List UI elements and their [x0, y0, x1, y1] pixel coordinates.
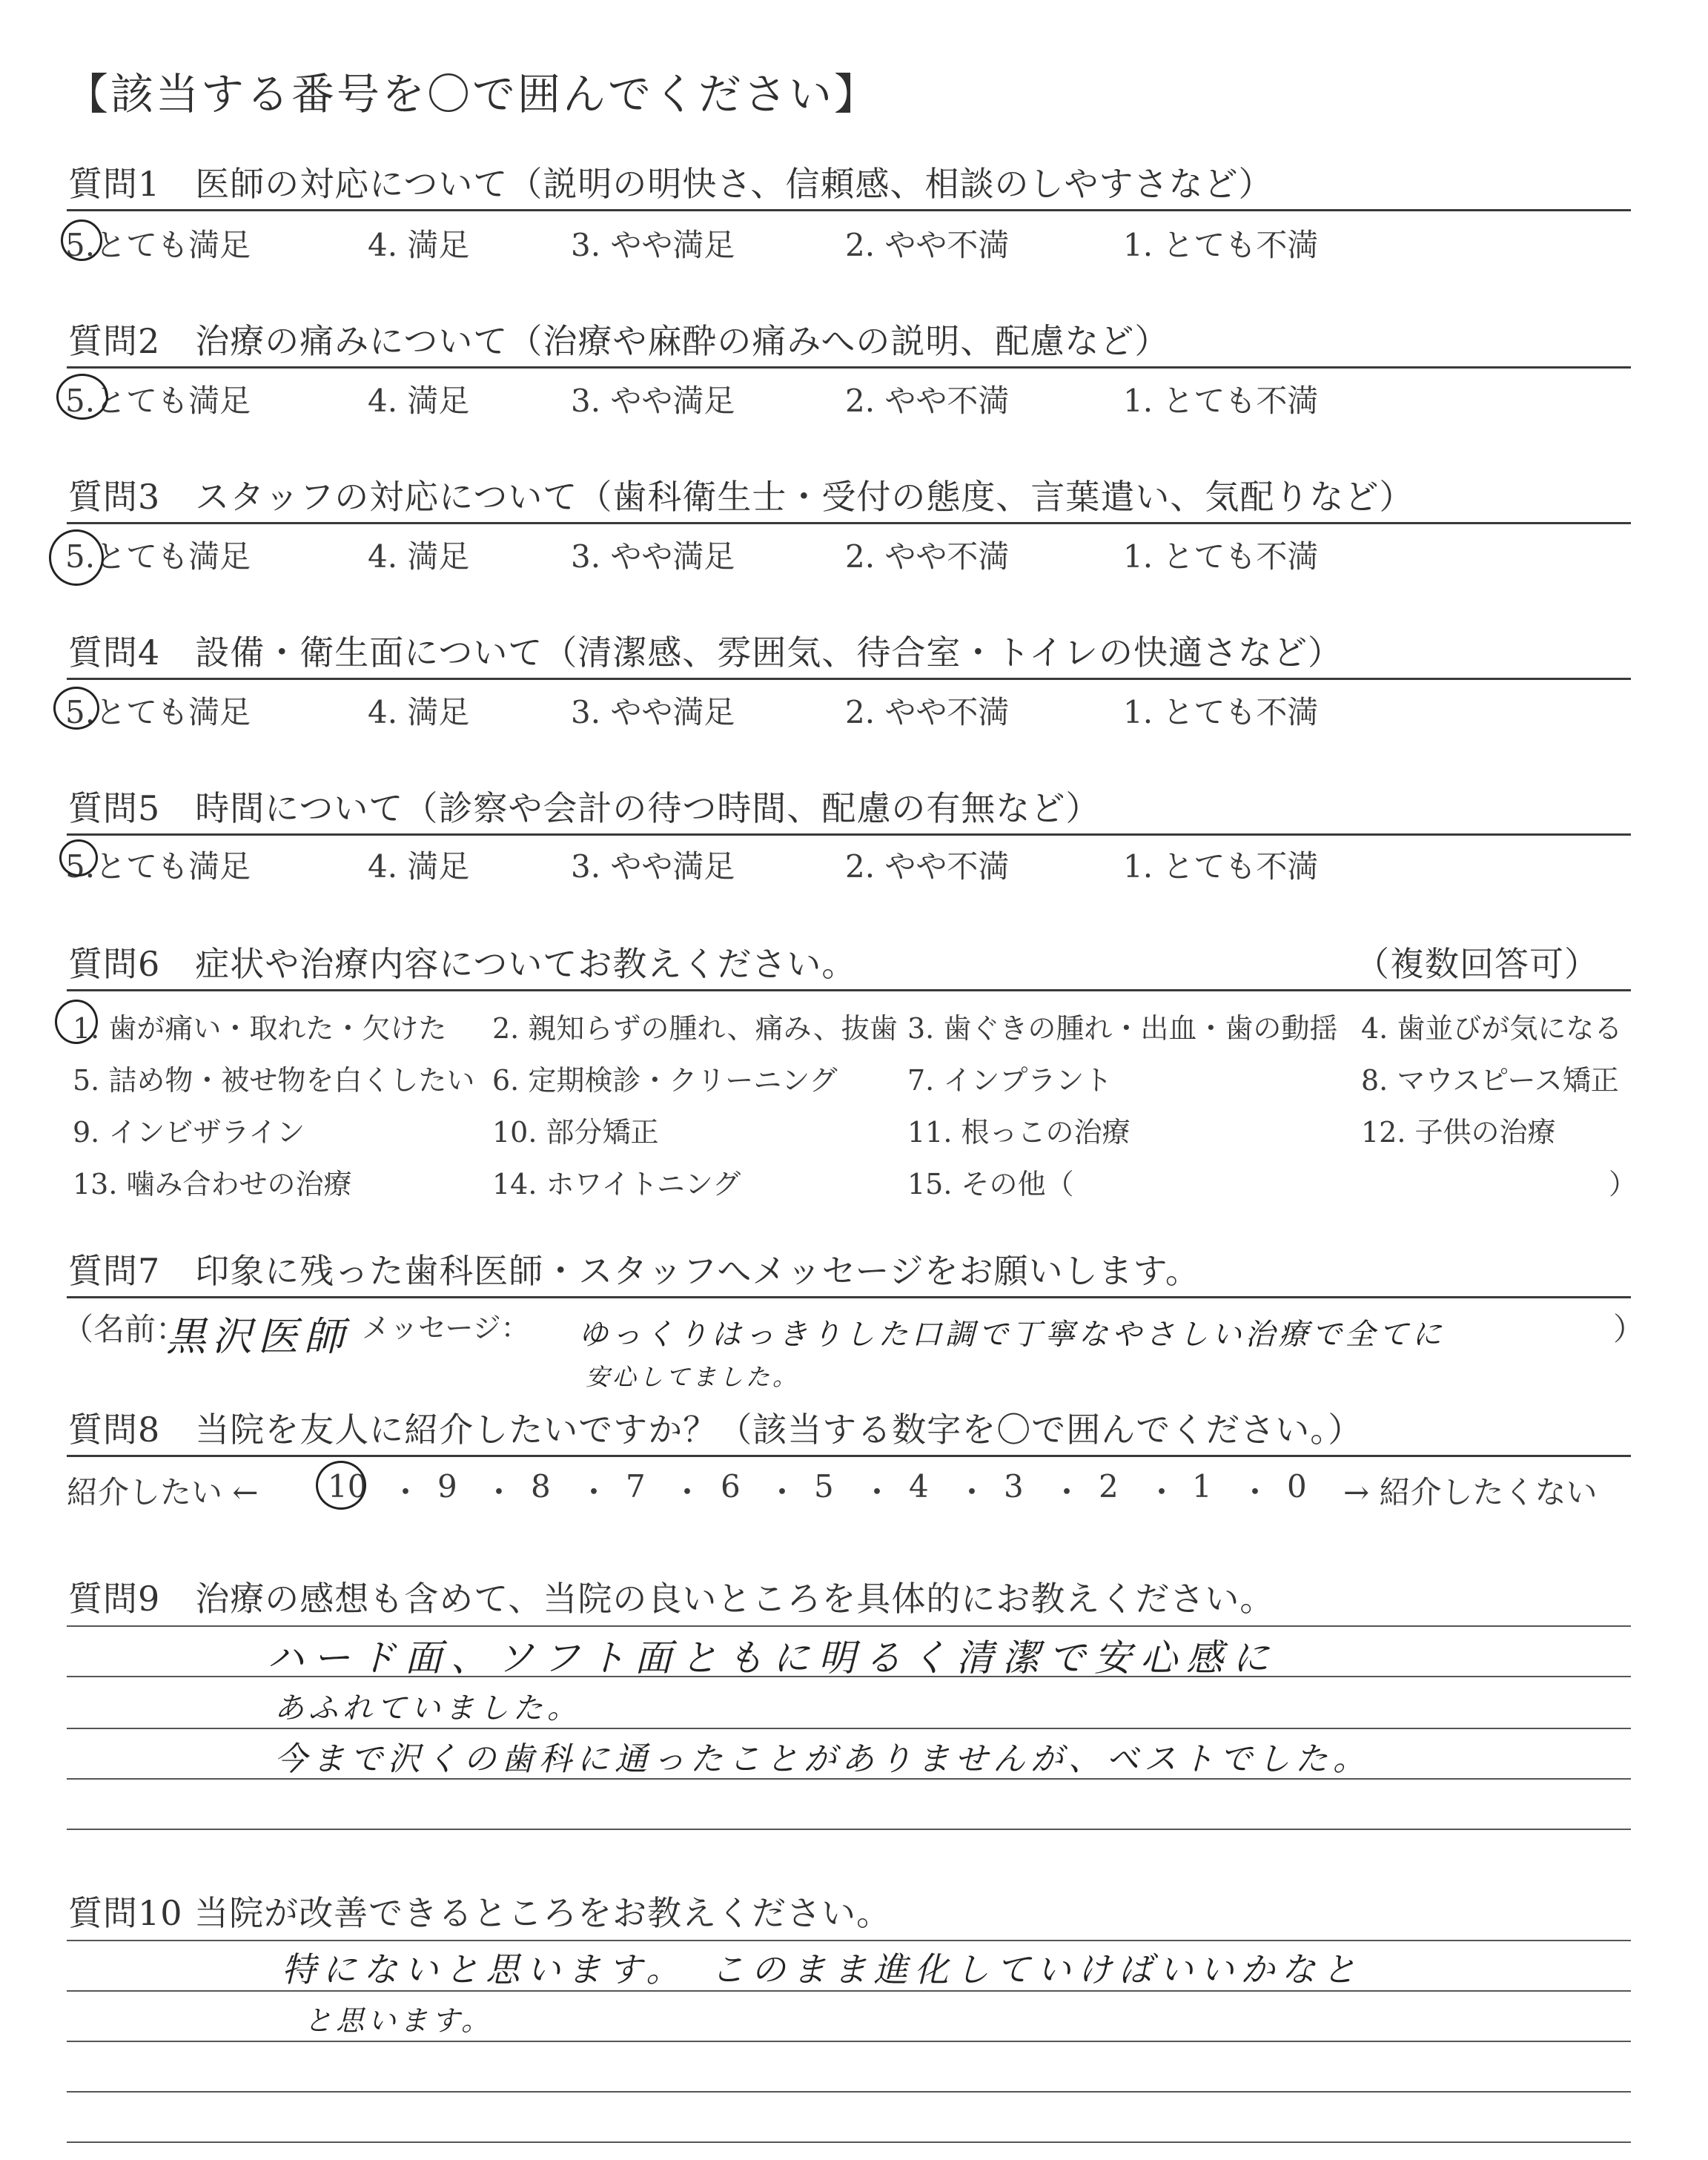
question-1-rule [67, 209, 1631, 211]
q2-option-4[interactable]: 4. 満足 [368, 383, 470, 419]
q9-answer-line [67, 1625, 1631, 1627]
q9-answer-line3[interactable]: 今まで沢くの歯科に通ったことがありませんが、ベストでした。 [274, 1740, 1371, 1778]
question-4-title: 質問4 設備・衛生面について（清潔感、雰囲気、待合室・トイレの快適さなど） [68, 633, 1343, 673]
q6-option-13[interactable]: 13. 噛み合わせの治療 [73, 1168, 352, 1200]
q5-answer-circle [59, 839, 98, 876]
q7-message-line1[interactable]: ゆっくりはっきりした口調で丁寧なやさしい治療で全てに [578, 1318, 1446, 1352]
question-9-title: 質問9 治療の感想も含めて、当院の良いところを具体的にお教えください。 [68, 1579, 1275, 1619]
q6-option-1[interactable]: 1. 歯が痛い・取れた・欠けた [73, 1012, 447, 1045]
q9-answer-line2[interactable]: あふれていました。 [274, 1691, 581, 1725]
q6-answer-circle [55, 1000, 98, 1044]
q8-score-9[interactable]: 9 [437, 1468, 457, 1505]
q10-answer-line2[interactable]: と思います。 [304, 2004, 493, 2037]
q8-dot: ・ [956, 1474, 988, 1510]
q8-dot: ・ [767, 1474, 798, 1510]
q6-option-11[interactable]: 11. 根っこの治療 [907, 1116, 1131, 1149]
q8-answer-circle [316, 1461, 366, 1510]
q8-dot: ・ [861, 1474, 893, 1510]
q6-option-8[interactable]: 8. マウスピース矯正 [1361, 1064, 1619, 1097]
q7-close-paren: ） [1613, 1311, 1645, 1347]
q7-message-line2[interactable]: 安心してました。 [586, 1363, 800, 1391]
q3-option-5[interactable]: 5.とても満足 [65, 538, 251, 575]
q5-option-1[interactable]: 1. とても不満 [1123, 848, 1319, 885]
q8-dot: ・ [578, 1474, 610, 1510]
q8-score-3[interactable]: 3 [1004, 1468, 1024, 1505]
q6-option-9[interactable]: 9. インビザライン [73, 1116, 305, 1149]
question-6-rule [67, 989, 1631, 991]
q1-option-1[interactable]: 1. とても不満 [1123, 227, 1319, 263]
q8-score-8[interactable]: 8 [531, 1468, 551, 1505]
question-5-title: 質問5 時間について（診察や会計の待つ時間、配慮の有無など） [68, 788, 1101, 828]
q5-option-4[interactable]: 4. 満足 [368, 848, 470, 885]
q8-score-5[interactable]: 5 [814, 1468, 834, 1505]
q9-answer-line [67, 1728, 1631, 1729]
question-10-title: 質問10 当院が改善できるところをお教えください。 [68, 1893, 892, 1933]
q2-option-2[interactable]: 2. やや不満 [845, 383, 1010, 419]
q6-option-15[interactable]: 15. その他（ [907, 1168, 1074, 1200]
q6-option-10[interactable]: 10. 部分矯正 [492, 1116, 659, 1149]
question-4-rule [67, 678, 1631, 680]
q5-option-3[interactable]: 3. やや満足 [571, 848, 735, 885]
q7-message-label: メッセージ： [362, 1312, 529, 1344]
question-7-title: 質問7 印象に残った歯科医師・スタッフへメッセージをお願いします。 [68, 1251, 1200, 1291]
q3-option-3[interactable]: 3. やや満足 [571, 538, 735, 575]
q8-right-label: → 紹介したくない [1343, 1474, 1598, 1510]
q10-answer-line1[interactable]: 特にないと思います。 このまま進化していけばいいかなと [282, 1949, 1363, 1989]
q8-score-1[interactable]: 1 [1192, 1468, 1212, 1505]
q4-answer-circle [53, 687, 99, 730]
q8-score-10[interactable]: 10 [328, 1468, 368, 1505]
q9-answer-line1[interactable]: ハード面、ソフト面ともに明るく清潔で安心感に [267, 1636, 1278, 1680]
page-heading: 【該当する番号を〇で囲んでください】 [65, 69, 880, 119]
q2-option-3[interactable]: 3. やや満足 [571, 383, 735, 419]
q10-answer-line [67, 1940, 1631, 1941]
question-6-title: 質問6 症状や治療内容についてお教えください。 [68, 944, 857, 984]
q6-option-15-close: ） [1609, 1168, 1638, 1200]
q6-option-5[interactable]: 5. 詰め物・被せ物を白くしたい [73, 1064, 475, 1097]
question-3-rule [67, 522, 1631, 524]
q8-dot: ・ [1239, 1474, 1271, 1510]
q3-answer-circle [49, 529, 104, 586]
q8-dot: ・ [672, 1474, 704, 1510]
q4-option-4[interactable]: 4. 満足 [368, 694, 470, 730]
q4-option-2[interactable]: 2. やや不満 [845, 694, 1010, 730]
question-2-title: 質問2 治療の痛みについて（治療や麻酔の痛みへの説明、配慮など） [68, 321, 1170, 361]
q8-score-0[interactable]: 0 [1287, 1468, 1307, 1505]
q1-option-2[interactable]: 2. やや不満 [845, 227, 1010, 263]
q1-option-5[interactable]: 5.とても満足 [65, 227, 251, 263]
question-8-title: 質問8 当院を友人に紹介したいですか？（該当する数字を〇で囲んでください。） [68, 1410, 1363, 1450]
q5-option-2[interactable]: 2. やや不満 [845, 848, 1010, 885]
q6-option-6[interactable]: 6. 定期検診・クリーニング [492, 1064, 838, 1097]
q7-name-label: （名前： [62, 1311, 188, 1347]
q10-answer-line [67, 2091, 1631, 2093]
q3-option-2[interactable]: 2. やや不満 [845, 538, 1010, 575]
q2-answer-circle [56, 374, 108, 420]
q4-option-3[interactable]: 3. やや満足 [571, 694, 735, 730]
q2-option-1[interactable]: 1. とても不満 [1123, 383, 1319, 419]
q8-dot: ・ [1146, 1474, 1178, 1510]
q1-option-3[interactable]: 3. やや満足 [571, 227, 735, 263]
q3-option-4[interactable]: 4. 満足 [368, 538, 470, 575]
q10-answer-line [67, 2041, 1631, 2042]
question-3-title: 質問3 スタッフの対応について（歯科衛生士・受付の態度、言葉遣い、気配りなど） [68, 477, 1414, 517]
question-7-rule [67, 1296, 1631, 1298]
q8-score-4[interactable]: 4 [909, 1468, 929, 1505]
q6-option-14[interactable]: 14. ホワイトニング [492, 1168, 741, 1200]
q7-name-handwritten[interactable]: 黒沢医師 [166, 1313, 350, 1360]
q8-score-7[interactable]: 7 [626, 1468, 646, 1505]
q9-answer-line [67, 1829, 1631, 1830]
q6-option-4[interactable]: 4. 歯並びが気になる [1361, 1012, 1623, 1045]
q8-left-label: 紹介したい ← [67, 1474, 259, 1510]
q8-dot: ・ [483, 1474, 515, 1510]
q8-score-2[interactable]: 2 [1099, 1468, 1119, 1505]
question-2-rule [67, 366, 1631, 369]
q8-score-6[interactable]: 6 [721, 1468, 741, 1505]
q2-option-5[interactable]: 5.とても満足 [65, 383, 251, 419]
question-8-rule [67, 1455, 1631, 1457]
q3-option-1[interactable]: 1. とても不満 [1123, 538, 1319, 575]
q6-option-3[interactable]: 3. 歯ぐきの腫れ・出血・歯の動揺 [907, 1012, 1338, 1045]
q8-dot: ・ [1051, 1474, 1083, 1510]
q4-option-1[interactable]: 1. とても不満 [1123, 694, 1319, 730]
q4-option-5[interactable]: 5.とても満足 [65, 694, 251, 730]
q6-option-12[interactable]: 12. 子供の治療 [1361, 1116, 1556, 1149]
question-5-rule [67, 833, 1631, 836]
q8-dot: ・ [390, 1474, 422, 1510]
q6-option-2[interactable]: 2. 親知らずの腫れ、痛み、抜歯 [492, 1012, 898, 1045]
q10-answer-line [67, 2141, 1631, 2143]
q5-option-5[interactable]: 5.とても満足 [65, 848, 251, 885]
q1-answer-circle [61, 219, 102, 261]
question-6-note: （複数回答可） [1355, 944, 1599, 984]
q6-option-7[interactable]: 7. インプラント [907, 1064, 1113, 1097]
q1-option-4[interactable]: 4. 満足 [368, 227, 470, 263]
question-1-title: 質問1 医師の対応について（説明の明快さ、信頼感、相談のしやすさなど） [68, 164, 1274, 204]
